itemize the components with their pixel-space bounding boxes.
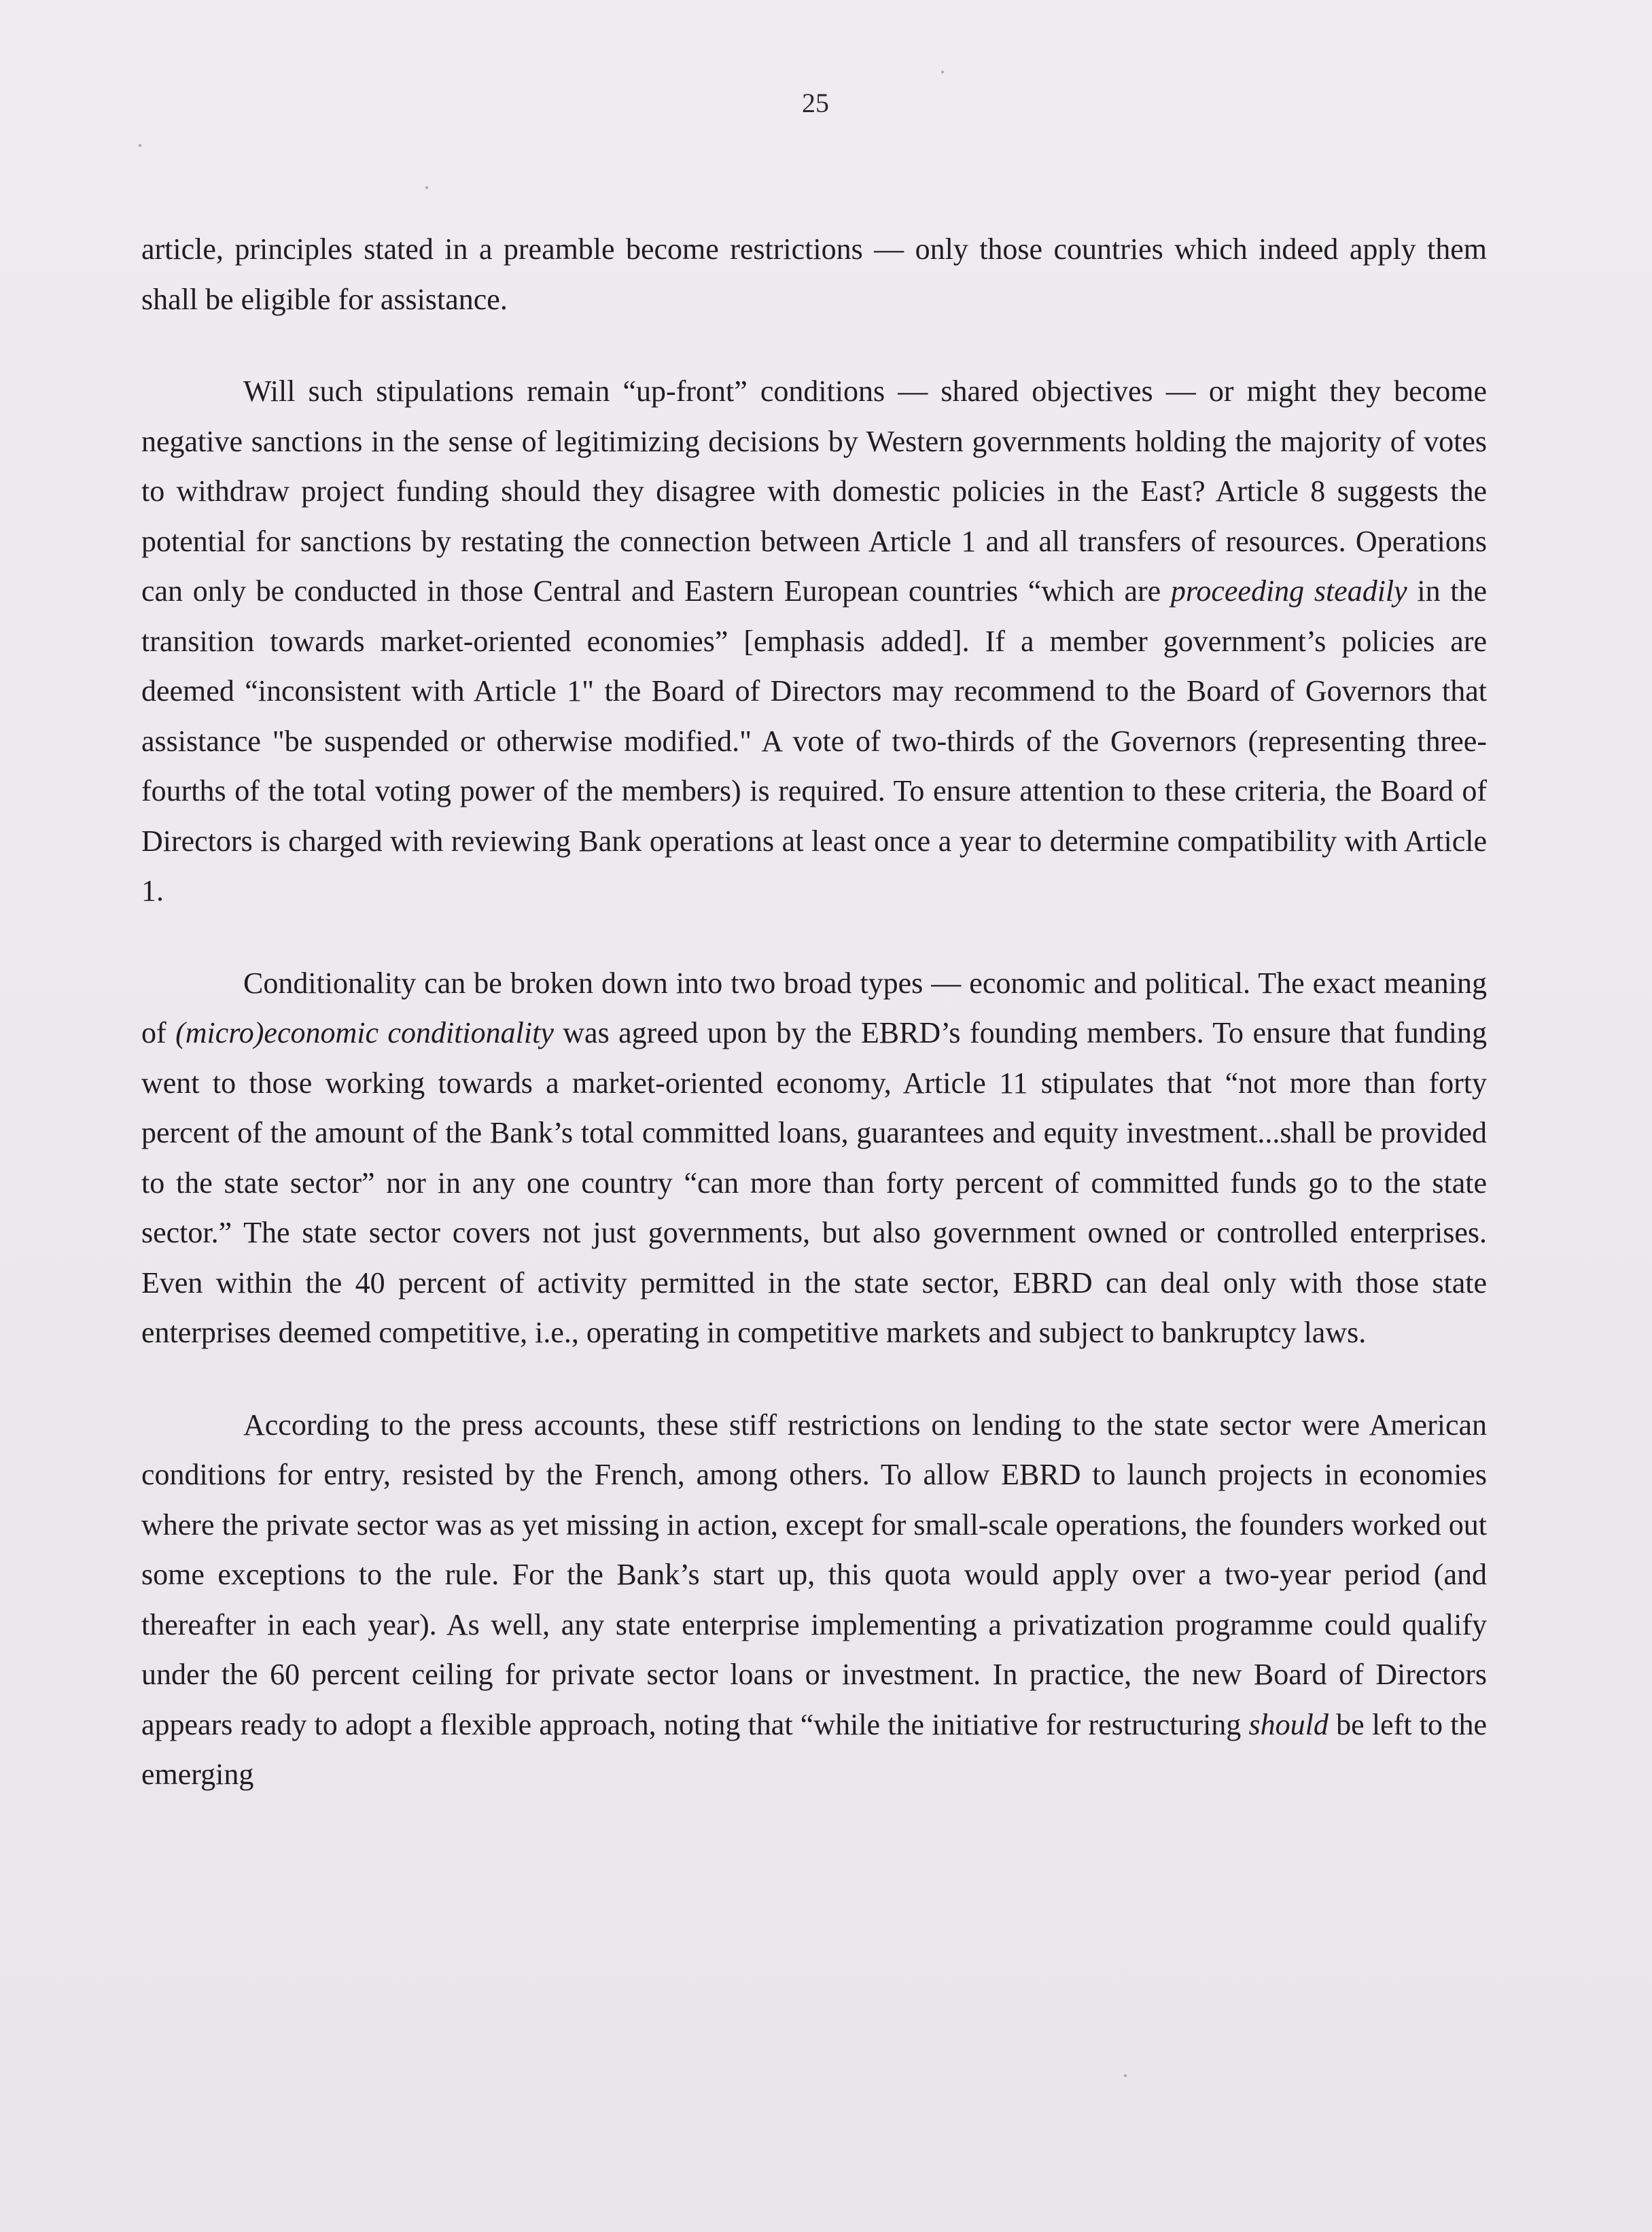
paragraph-3 (141, 958, 1487, 1358)
scan-speck (139, 144, 141, 147)
scan-speck (425, 186, 428, 189)
paragraph-2 (141, 366, 1487, 916)
paragraph-3-text-continued: was agreed upon by the EBRD’s founding members. To ensure that funding went to those working towards a market-oriented economy, Article 11 stipulates that “not more than forty percent of the amount of the Bank’s total committed loans, guarantees and equity investment...shall be provided to the state sector” nor in any one country “can more than forty percent of committed funds go to the state sector.” The state sector covers not just governments, but also government owned or controlled enterprises. Even within the 40 percent of activity permitted in the state sector, EBRD can deal only with those state enterprises deemed competitive, i.e., operating in competitive markets and subject to bankruptcy laws. (141, 1016, 1487, 1349)
paragraph-2-emphasis: proceeding steadily (1170, 574, 1407, 608)
paragraph-4 (141, 1400, 1487, 1800)
paragraph-4-text: According to the press accounts, these stiff restrictions on lending to the state sector were American conditions for entry, resisted by the French, among others. To allow EBRD to launch projects in economies where the private sector was as yet missing in action, except for small-scale operations, the founders worked out some exceptions to the rule. For the Bank’s start up, this quota would apply over a two-year period (and thereafter in each year). As well, any state enterprise implementing a privatization programme could qualify under the 60 percent ceiling for private sector loans or investment. In practice, the new Board of Directors appears ready to adopt a flexible approach, noting that “while the initiative for restructuring (141, 1408, 1487, 1741)
scan-speck (941, 71, 944, 73)
paragraph-3-text: Conditionality can be broken down into two broad types — economic and political. The exact meaning of (141, 966, 1487, 1049)
paragraph-4-emphasis: should (1248, 1707, 1329, 1741)
paragraph-3-emphasis: (micro)economic conditionality (175, 1016, 554, 1049)
paragraph-2-text: Will such stipulations remain “up-front” conditions — shared objectives — or might they become negative sanctions in the sense of legitimizing decisions by Western governments holding the majority of votes to withdraw project funding should they disagree with domestic policies in the East? Article 8 suggests the potential for sanctions by restating the connection between Article 1 and all transfers of resources. Operations can only be conducted in those Central and Eastern European countries “which are (141, 374, 1487, 608)
paragraph-1 (141, 224, 1487, 324)
body-text (141, 224, 1487, 1842)
paragraph-1-text: article, principles stated in a preamble become restrictions — only those countries which indeed apply them shall be eligible for assistance. (141, 232, 1487, 316)
page-number: 25 (802, 88, 829, 118)
paragraph-2-text-continued: in the transition towards market-oriented economies” [emphasis added]. If a member government’s policies are deemed “inconsistent with Article 1" the Board of Directors may recommend to the Board of Governors that assistance "be suspended or otherwise modified." A vote of two-thirds of the Governors (representing three-fourths of the total voting power of the members) is required. To ensure attention to these criteria, the Board of Directors is charged with reviewing Bank operations at least once a year to determine compatibility with Article 1. (141, 574, 1487, 907)
scan-speck (1124, 2074, 1127, 2077)
paragraph-4-text-continued: be left to the emerging (141, 1707, 1487, 1791)
